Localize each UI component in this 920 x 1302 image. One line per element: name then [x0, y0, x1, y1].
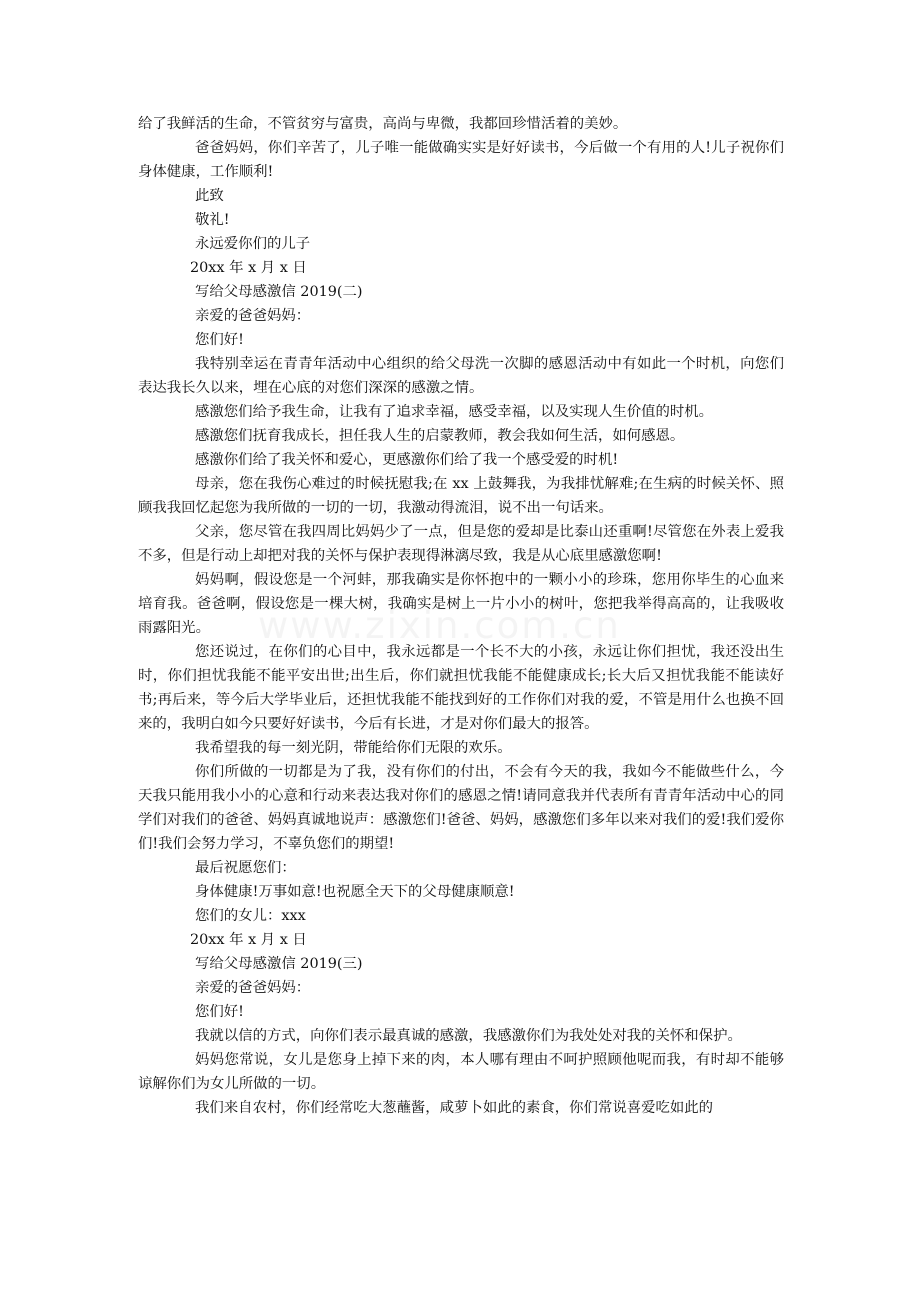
paragraph: 我希望我的每一刻光阴，带能给你们无限的欢乐。	[195, 740, 512, 756]
paragraph: 您还说过，在你们的心目中，我永远都是一个长不大的小孩，永远让你们担忧，我还没出生时，你们担忧我能不能平安出世;出生后，你们就担忧我能不能健康成长;长大后又担忧我能不能读好书;再后来，等今后大学毕业后，还担忧我能不能找到好的工作你们对我的爱，不管是用什么也换不回来的，我明白如今只要好好读书，今后有长进，才是对你们最大的报答。	[138, 644, 784, 732]
document-body	[138, 112, 784, 1120]
paragraph: 感激您们抚育我成长，担任我人生的启蒙教师，教会我如何生活，如何感恩。	[195, 428, 685, 444]
salutation: 亲爱的爸爸妈妈：	[195, 308, 311, 324]
date-line: 20xx 年 x 月 x 日	[190, 932, 307, 948]
greeting: 您们好!	[195, 1004, 244, 1020]
closing-line: 此致	[195, 188, 224, 204]
greeting: 您们好!	[195, 332, 244, 348]
paragraph: 给了我鲜活的生命，不管贫穷与富贵，高尚与卑微，我都回珍惜活着的美妙。	[138, 116, 628, 132]
paragraph: 妈妈您常说，女儿是您身上掉下来的肉，本人哪有理由不呵护照顾他呢而我，有时却不能够谅解你们为女儿所做的一切。	[138, 1052, 784, 1092]
signature: 永远爱你们的儿子	[195, 236, 311, 252]
paragraph: 父亲，您尽管在我四周比妈妈少了一点，但是您的爱却是比泰山还重啊!尽管您在外表上爱我不多，但是行动上却把对我的关怀与保护表现得淋漓尽致，我是从心底里感激您啊!	[138, 524, 784, 564]
paragraph: 爸爸妈妈，你们辛苦了，儿子唯一能做确实实是好好读书，今后做一个有用的人!儿子祝你们身体健康，工作顺利!	[138, 140, 784, 180]
salutation: 亲爱的爸爸妈妈：	[195, 980, 311, 996]
closing-line: 最后祝愿您们：	[195, 860, 296, 876]
paragraph: 感激你们给了我关怀和爱心，更感激你们给了我一个感受爱的时机!	[195, 452, 619, 468]
signature: 您们的女儿：xxx	[195, 908, 306, 924]
closing-line: 敬礼!	[195, 212, 230, 228]
paragraph: 我们来自农村，你们经常吃大葱蘸酱，咸萝卜如此的素食，你们常说喜爱吃如此的	[195, 1100, 714, 1116]
paragraph: 你们所做的一切都是为了我，没有你们的付出，不会有今天的我，我如今不能做些什么，今天我只能用我小小的心意和行动来表达我对你们的感恩之情!请同意我并代表所有青青年活动中心的同学们对我们的爸爸、妈妈真诚地说声：感激您们!爸爸、妈妈，感激您们多年以来对我们的爱!我们爱你们!我们会努力学习，不辜负您们的期望!	[138, 764, 784, 852]
section-title: 写给父母感激信 2019(三)	[195, 956, 363, 972]
paragraph: 我特别幸运在青青年活动中心组织的给父母洗一次脚的感恩活动中有如此一个时机，向您们表达我长久以来，埋在心底的对您们深深的感激之情。	[138, 356, 784, 396]
paragraph: 妈妈啊，假设您是一个河蚌，那我确实是你怀抱中的一颗小小的珍珠，您用你毕生的心血来培育我。爸爸啊，假设您是一棵大树，我确实是树上一片小小的树叶，您把我举得高高的，让我吸收雨露阳光。	[138, 572, 784, 636]
paragraph: 感激您们给予我生命，让我有了追求幸福，感受幸福，以及实现人生价值的时机。	[195, 404, 714, 420]
date-line: 20xx 年 x 月 x 日	[190, 260, 307, 276]
section-title: 写给父母感激信 2019(二)	[195, 284, 363, 300]
watermark-text: www.zixin.com.cn	[258, 604, 621, 647]
closing-line: 身体健康!万事如意!也祝愿全天下的父母健康顺意!	[195, 884, 515, 900]
paragraph: 母亲，您在我伤心难过的时候抚慰我;在 xx 上鼓舞我，为我排忧解难;在生病的时候关怀、照顾我我回忆起您为我所做的一切的一切，我激动得流泪，说不出一句话来。	[138, 476, 784, 516]
paragraph: 我就以信的方式，向你们表示最真诚的感激，我感激你们为我处处对我的关怀和保护。	[195, 1028, 742, 1044]
